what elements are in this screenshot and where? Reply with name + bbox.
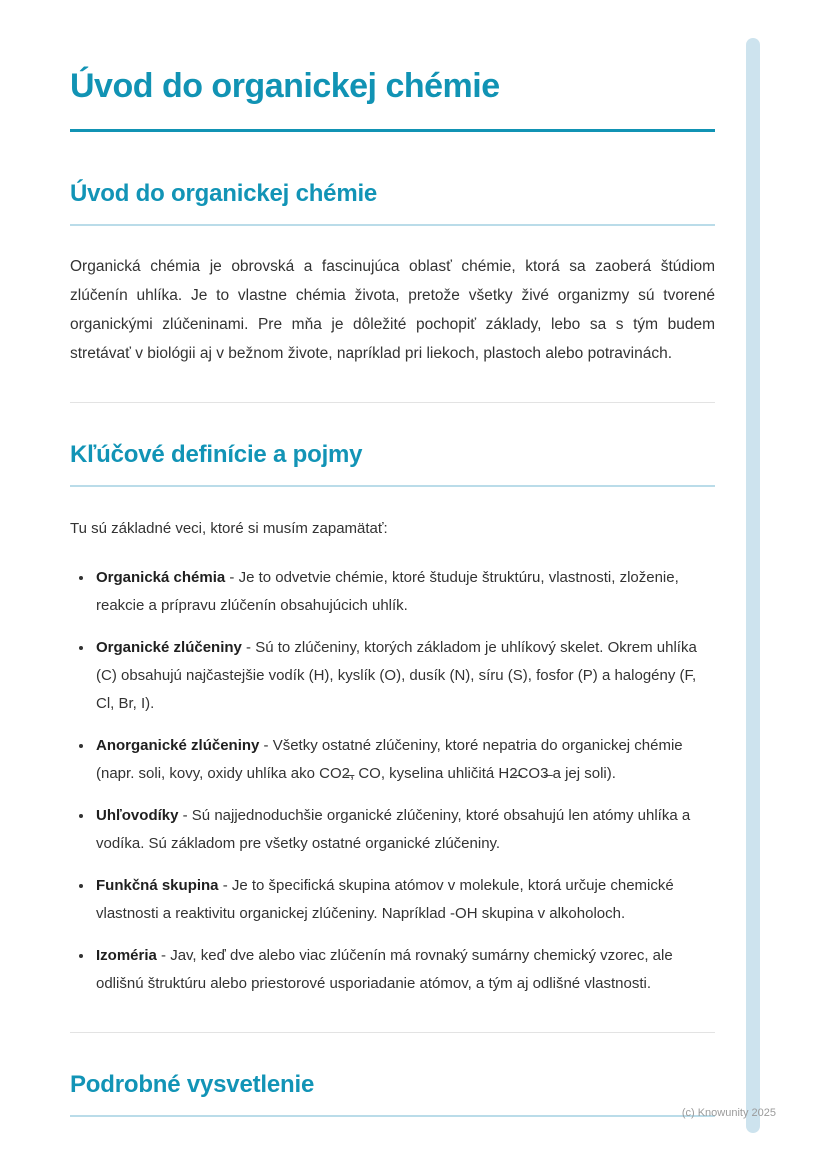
definition-text: - Jav, keď dve alebo viac zlúčenín má rovnaký sumárny chemický vzorec, ale odlišnú štruktúru alebo priestorové usporiadanie atómov, a tým aj odlišné vlastnosti.	[96, 946, 673, 992]
footer-credit: (c) Knowunity 2025	[681, 1107, 776, 1119]
list-item	[94, 563, 715, 620]
section-detail	[70, 1071, 715, 1117]
list-item	[94, 801, 715, 858]
section-heading-definitions: Kľúčové definície a pojmy	[70, 441, 715, 487]
definition-text: - Je to odvetvie chémie, ktoré študuje štruktúru, vlastnosti, zloženie, reakcie a prípravu zlúčenín obsahujúcich uhlík.	[96, 568, 679, 614]
section-heading-detail: Podrobné vysvetlenie	[70, 1071, 715, 1117]
title-rule	[70, 129, 715, 132]
definition-term: Anorganické zlúčeniny	[96, 736, 260, 754]
section-intro	[70, 180, 715, 368]
list-item	[94, 731, 715, 788]
definition-term: Izoméria	[96, 946, 157, 964]
list-item	[94, 633, 715, 718]
definition-text: - Sú najjednoduchšie organické zlúčeniny, ktoré obsahujú len atómy uhlíka a vodíka. Sú základom pre všetky ostatné organické zlúčeniny.	[96, 806, 691, 852]
definition-term: Organická chémia	[96, 568, 226, 586]
definitions-list	[70, 563, 715, 998]
definition-term: Uhľovodíky	[96, 806, 179, 824]
definition-text: - Sú to zlúčeniny, ktorých základom je uhlíkový skelet. Okrem uhlíka (C) obsahujú najčastejšie vodík (H), kyslík (O), dusík (N), síru (S), fosfor (P) a halogény (F, Cl, Br, I).	[96, 638, 697, 712]
intro-paragraph: Organická chémia je obrovská a fascinujúca oblasť chémie, ktorá sa zaoberá štúdiom zlúčenín uhlíka. Je to vlastne chémia života, pretože všetky živé organizmy sú tvorené organickými zlúčeninami. Pre mňa je dôležité pochopiť základy, lebo sa s tým budem stretávať v biológii aj v bežnom živote, napríklad pri liekoch, plastoch alebo potravinách.	[70, 257, 715, 362]
definition-term: Funkčná skupina	[96, 876, 219, 894]
definition-text: - Všetky ostatné zlúčeniny, ktoré nepatria do organickej chémie (napr. soli, kovy, oxidy uhlíka ako CO2̶, CO, kyselina uhličitá H2̶CO3̶ a jej soli).	[96, 736, 683, 782]
section-divider	[70, 402, 715, 403]
definition-text: - Je to špecifická skupina atómov v molekule, ktorá určuje chemické vlastnosti a reaktivitu organickej zlúčeniny. Napríklad -OH skupina v alkoholoch.	[96, 876, 674, 922]
section-heading-intro: Úvod do organickej chémie	[70, 180, 715, 226]
list-item	[94, 871, 715, 928]
section-divider	[70, 1032, 715, 1033]
list-item	[94, 941, 715, 998]
page-title: Úvod do organickej chémie	[70, 67, 500, 105]
definitions-lead: Tu sú základné veci, ktoré si musím zapamätať:	[70, 519, 388, 537]
section-definitions	[70, 441, 715, 998]
definition-term: Organické zlúčeniny	[96, 638, 242, 656]
